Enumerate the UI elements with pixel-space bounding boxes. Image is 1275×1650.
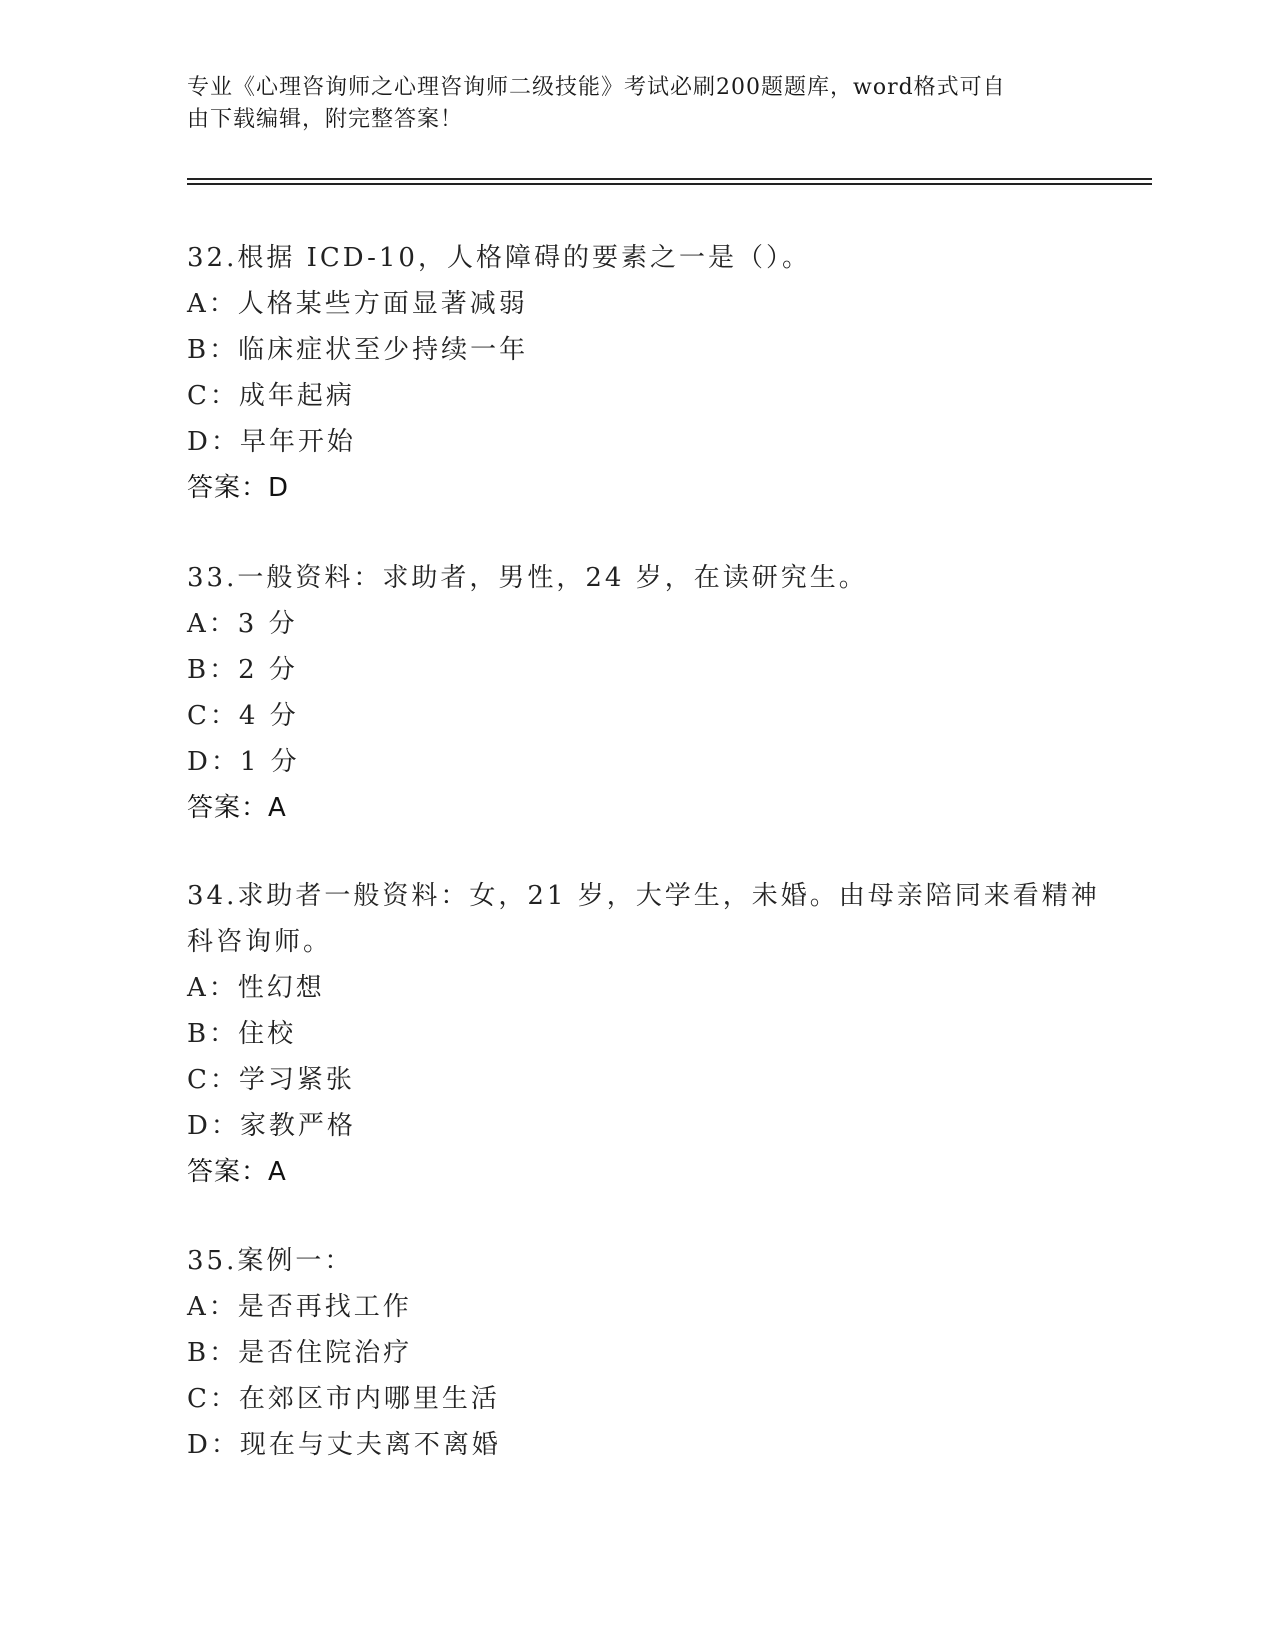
- option-a: A：性幻想: [187, 973, 325, 1003]
- option-b: B：是否住院治疗: [187, 1338, 413, 1368]
- header-divider-top: [187, 178, 1152, 180]
- question-35: [187, 1238, 1087, 1468]
- document-header: [187, 72, 1067, 136]
- option-d: D：家教严格: [187, 1111, 356, 1141]
- question-stem: 32.根据 ICD-10，人格障碍的要素之一是（）。: [187, 243, 811, 273]
- option-c: C：成年起病: [187, 381, 355, 411]
- question-stem: 33.一般资料：求助者，男性，24 岁，在读研究生。: [187, 563, 868, 593]
- answer: 答案：A: [187, 793, 287, 823]
- header-divider-bottom: [187, 183, 1152, 185]
- option-c: C：在郊区市内哪里生活: [187, 1384, 500, 1414]
- header-line-2: 由下载编辑，附完整答案！: [187, 107, 464, 132]
- option-d: D：现在与丈夫离不离婚: [187, 1430, 501, 1460]
- option-a: A：3 分: [187, 609, 298, 639]
- option-a: A：是否再找工作: [187, 1292, 412, 1322]
- option-c: C：4 分: [187, 701, 299, 731]
- answer: 答案：A: [187, 1157, 287, 1187]
- question-stem-line-1: 34.求助者一般资料：女，21 岁，大学生，未婚。由母亲陪同来看精神: [187, 881, 1100, 911]
- question-stem: 35.案例一：: [187, 1246, 354, 1276]
- option-b: B：住校: [187, 1019, 297, 1049]
- question-34: [187, 873, 1100, 1195]
- option-b: B：临床症状至少持续一年: [187, 335, 529, 365]
- option-a: A：人格某些方面显著减弱: [187, 289, 528, 319]
- question-33: [187, 555, 1087, 831]
- answer: 答案：D: [187, 473, 290, 503]
- question-32: [187, 235, 1087, 511]
- option-d: D：1 分: [187, 747, 300, 777]
- header-line-1: 专业《心理咨询师之心理咨询师二级技能》考试必刷200题题库，word格式可自: [187, 75, 1006, 100]
- option-d: D：早年开始: [187, 427, 356, 457]
- question-stem-line-2: 科咨询师。: [187, 927, 333, 957]
- option-c: C：学习紧张: [187, 1065, 355, 1095]
- option-b: B：2 分: [187, 655, 298, 685]
